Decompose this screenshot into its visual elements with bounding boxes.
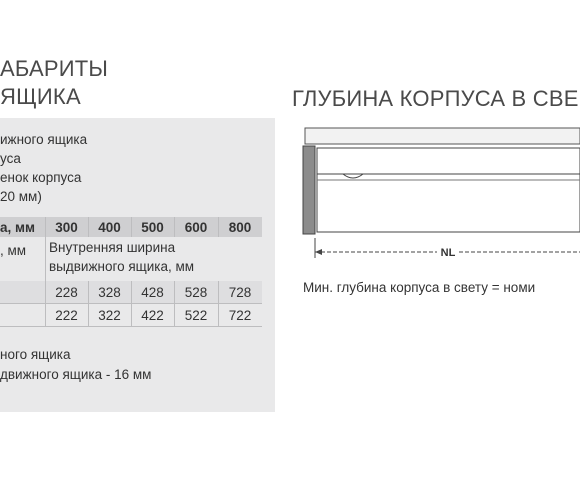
depth-caption: Мин. глубина корпуса в свету = номи [303, 280, 536, 295]
footnote-line-1: ного ящика [0, 347, 71, 362]
panel-line-4: 20 мм) [0, 189, 42, 204]
panel-line-1: ижного ящика [0, 132, 88, 147]
table-row-label: , мм [0, 243, 27, 258]
grid-line [174, 281, 175, 327]
grid-line [0, 303, 262, 304]
specs-panel [0, 118, 275, 412]
width-300: 300 [55, 220, 78, 235]
footnote-line-2: движного ящика - 16 мм [0, 367, 152, 382]
row1-800: 728 [228, 285, 252, 300]
grid-line [218, 281, 219, 327]
row1-500: 428 [141, 285, 164, 300]
width-600: 600 [184, 220, 208, 235]
left-title-line2: ЯЩИКА [0, 84, 81, 109]
grid-line [131, 217, 132, 237]
grid-line [218, 217, 219, 237]
inner-width-caption-1: Внутренняя ширина [49, 240, 176, 255]
grid-line [45, 217, 46, 327]
grid-line [88, 217, 89, 237]
row2-300: 222 [55, 308, 78, 323]
drawer-body [317, 148, 580, 232]
row1-400: 328 [98, 285, 121, 300]
panel-line-3: енок корпуса [0, 170, 82, 185]
right-title: ГЛУБИНА КОРПУСА В СВЕ [292, 86, 579, 111]
cabinet-depth-diagram [295, 118, 580, 266]
row1-300: 228 [55, 285, 78, 300]
row2-600: 522 [184, 308, 208, 323]
width-400: 400 [98, 220, 121, 235]
dimension-arrow-left [315, 249, 322, 255]
left-title-line1: АБАРИТЫ [0, 56, 109, 81]
grid-line [131, 281, 132, 327]
row1-600: 528 [184, 285, 208, 300]
width-800: 800 [228, 220, 252, 235]
dimension-label: NL [440, 247, 456, 259]
width-500: 500 [141, 220, 164, 235]
row2-400: 322 [98, 308, 121, 323]
panel-line-2: уса [0, 151, 21, 166]
grid-line [88, 281, 89, 327]
row2-500: 422 [141, 308, 164, 323]
drawer-front-panel [303, 146, 315, 234]
table-header-label: а, мм [0, 220, 35, 235]
row2-800: 722 [228, 308, 252, 323]
grid-line [174, 217, 175, 237]
grid-line [0, 326, 262, 327]
inner-width-caption-2: выдвижного ящика, мм [49, 259, 195, 274]
cabinet-top-board [305, 128, 580, 144]
